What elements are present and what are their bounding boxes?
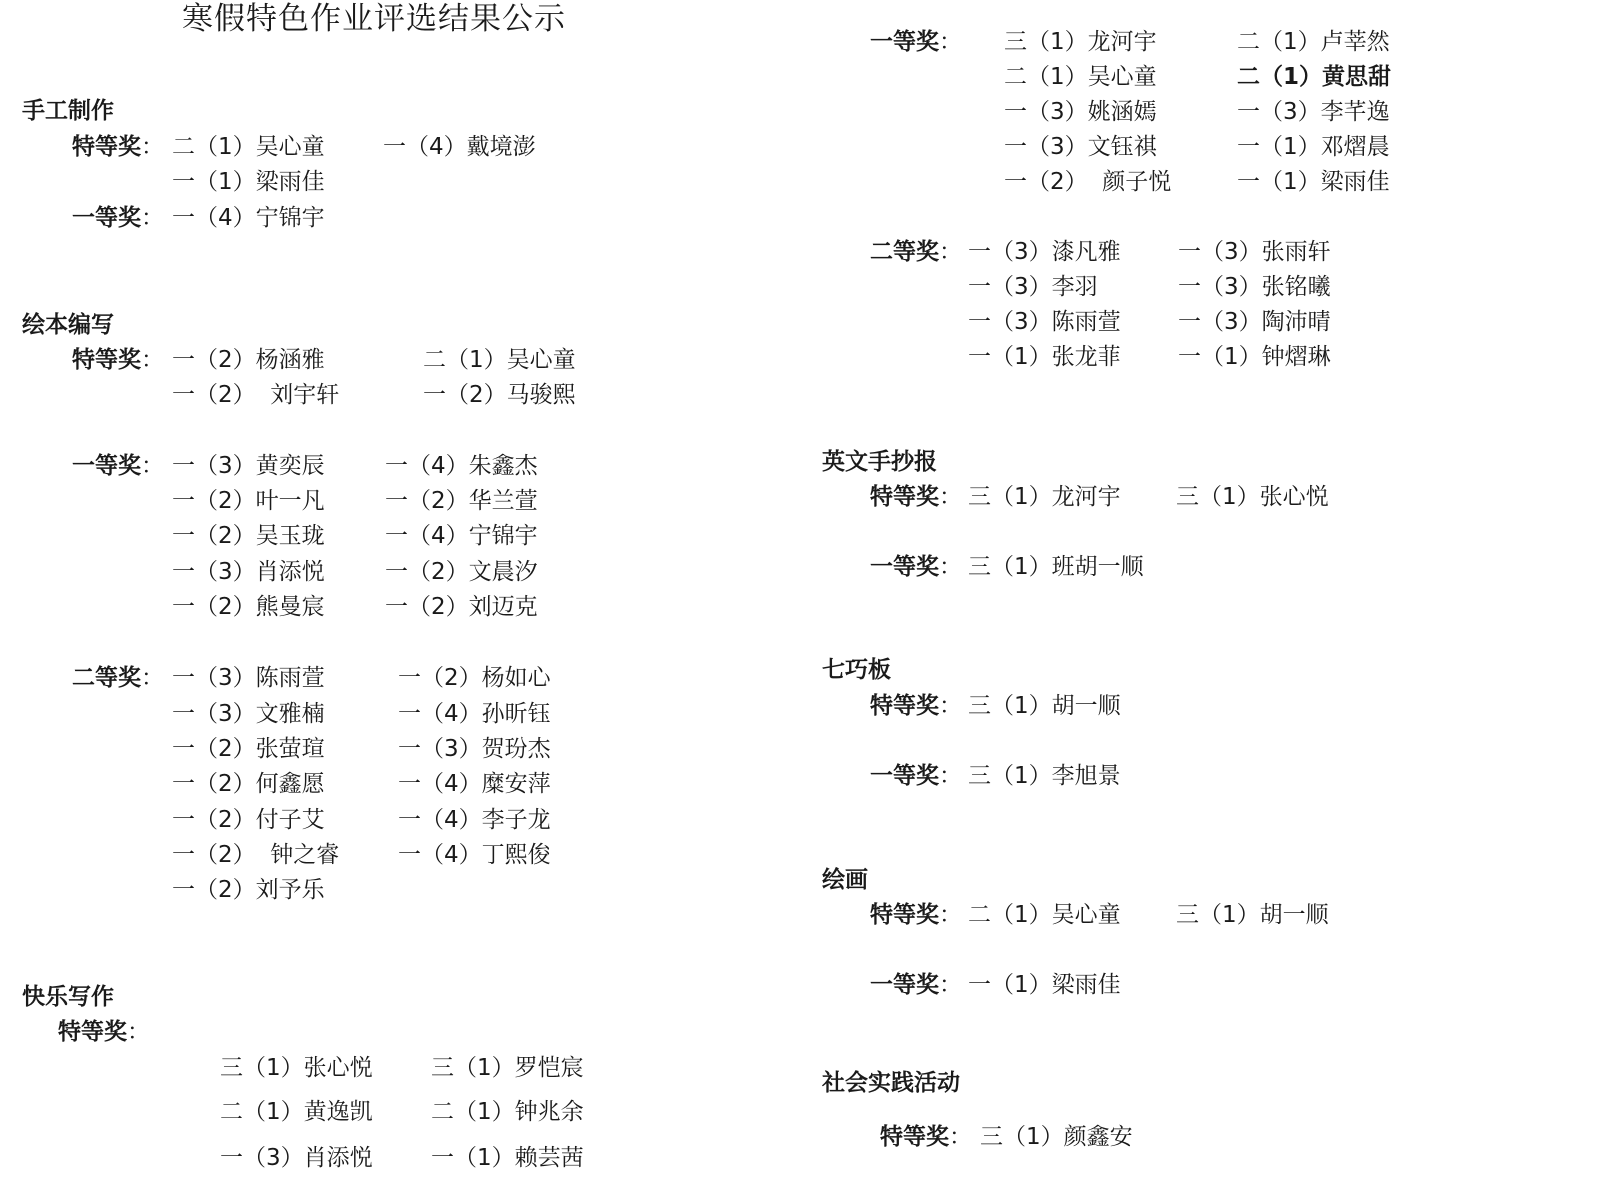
section-heading: 绘本编写: [22, 312, 114, 338]
winner-entry: 三（1）龙河宇: [1004, 29, 1157, 55]
award-colon: ：: [141, 347, 164, 373]
award-colon: ：: [939, 29, 962, 55]
winner-entry: 一（1）赖芸茜: [431, 1145, 584, 1171]
winner-entry: 三（1）罗恺宸: [431, 1055, 584, 1081]
award-level-text: 特等奖: [870, 902, 939, 928]
award-colon: ：: [939, 554, 962, 580]
winner-entry: 三（1）颜鑫安: [980, 1124, 1133, 1150]
section-heading: 英文手抄报: [822, 449, 937, 475]
winner-entry: 一（3）肖添悦: [220, 1145, 373, 1171]
winner-entry: 一（2）华兰萱: [385, 488, 538, 514]
winner-entry: 一（3）贺玢杰: [398, 736, 551, 762]
award-level-label: [870, 241, 962, 264]
award-level-label: [72, 455, 164, 478]
award-colon: ：: [939, 763, 962, 789]
winner-entry: 一（2）何鑫愿: [172, 771, 325, 797]
winner-entry: 三（1）胡一顺: [1176, 902, 1329, 928]
award-level-text: 特等奖: [870, 484, 939, 510]
award-colon: ：: [939, 239, 962, 265]
page-title: 寒假特色作业评选结果公示: [182, 1, 566, 37]
section-heading: 七巧板: [822, 657, 891, 683]
award-level-label: [58, 1021, 150, 1044]
winner-entry: 一（3）肖添悦: [172, 559, 325, 585]
winner-entry: 一（2）张萤瑄: [172, 736, 325, 762]
winner-entry: 一（2）付子艾: [172, 807, 325, 833]
winner-entry: 一（3）黄奕辰: [172, 453, 325, 479]
winner-entry: 一（2）马骏熙: [423, 382, 576, 408]
section-heading: 快乐写作: [22, 984, 114, 1010]
section-heading: 绘画: [822, 867, 868, 893]
winner-entry: 一（3）漆凡雅: [968, 239, 1121, 265]
winner-entry: 一（3）姚涵嫣: [1004, 99, 1157, 125]
award-level-label: [72, 136, 164, 159]
award-level-text: 一等奖: [870, 554, 939, 580]
winner-entry: 一（3）李芊逸: [1237, 99, 1390, 125]
winner-entry: 一（2）熊曼宸: [172, 594, 325, 620]
award-level-label: [870, 904, 962, 927]
winner-entry: 二（1）钟兆余: [431, 1099, 584, 1125]
award-level-text: 一等奖: [870, 29, 939, 55]
winner-entry: 一（2）刘予乐: [172, 877, 325, 903]
winner-entry: 二（1）吴心童: [423, 347, 576, 373]
winner-entry: 一（4）宁锦宇: [385, 523, 538, 549]
award-colon: ：: [141, 134, 164, 160]
award-level-label: [870, 31, 962, 54]
section-heading: 手工制作: [22, 98, 114, 124]
award-level-label: [870, 556, 962, 579]
award-colon: ：: [939, 972, 962, 998]
award-level-label: [870, 974, 962, 997]
award-colon: ：: [939, 484, 962, 510]
winner-entry: 一（4）糜安萍: [398, 771, 551, 797]
award-level-label: [72, 667, 164, 690]
winner-entry: 一（3）文雅楠: [172, 701, 325, 727]
award-colon: ：: [127, 1019, 150, 1045]
winner-entry: 二（1）黄思甜: [1237, 64, 1392, 90]
winner-entry: 一（1）梁雨佳: [172, 169, 325, 195]
winner-entry: 一（2）刘迈克: [385, 594, 538, 620]
winner-entry: 三（1）班胡一顺: [968, 554, 1144, 580]
winner-entry: 一（3）张铭曦: [1178, 274, 1331, 300]
winner-entry: 二（1）吴心童: [1004, 64, 1157, 90]
award-level-text: 特等奖: [72, 134, 141, 160]
winner-entry: 一（2） 钟之睿: [172, 842, 340, 868]
winner-entry: 一（2）文晨汐: [385, 559, 538, 585]
winner-entry: 一（2）吴玉珑: [172, 523, 325, 549]
winner-entry: 一（1）梁雨佳: [968, 972, 1121, 998]
winner-entry: 一（3）陈雨萱: [172, 665, 325, 691]
award-level-text: 一等奖: [870, 972, 939, 998]
award-level-label: [870, 695, 962, 718]
winner-entry: 二（1）黄逸凯: [220, 1099, 373, 1125]
award-colon: ：: [939, 902, 962, 928]
winner-entry: 一（3）张雨轩: [1178, 239, 1331, 265]
award-level-label: [880, 1126, 972, 1149]
winner-entry: 一（2）叶一凡: [172, 488, 325, 514]
winner-entry: 一（4）孙昕钰: [398, 701, 551, 727]
award-colon: ：: [141, 665, 164, 691]
winner-entry: 三（1）李旭景: [968, 763, 1121, 789]
award-level-label: [870, 486, 962, 509]
award-level-label: [72, 207, 164, 230]
award-level-text: 二等奖: [870, 239, 939, 265]
winner-entry: 二（1）卢莘然: [1237, 29, 1390, 55]
award-level-text: 一等奖: [870, 763, 939, 789]
winner-entry: 一（2） 刘宇轩: [172, 382, 340, 408]
winner-entry: 一（1）钟熠琳: [1178, 344, 1331, 370]
award-colon: ：: [141, 205, 164, 231]
winner-entry: 一（4）戴境澎: [383, 134, 536, 160]
award-level-text: 一等奖: [72, 453, 141, 479]
winner-entry: 一（1）张龙菲: [968, 344, 1121, 370]
winner-entry: 一（4）宁锦宇: [172, 205, 325, 231]
winner-entry: 一（3）陈雨萱: [968, 309, 1121, 335]
winner-entry: 一（1）梁雨佳: [1237, 169, 1390, 195]
winner-entry: 一（2） 颜子悦: [1004, 169, 1172, 195]
winner-entry: 二（1）吴心童: [968, 902, 1121, 928]
winner-entry: 一（2）杨涵雅: [172, 347, 325, 373]
winner-entry: 一（1）邓熠晨: [1237, 134, 1390, 160]
award-level-text: 一等奖: [72, 205, 141, 231]
winner-entry: 一（4）丁熙俊: [398, 842, 551, 868]
winner-entry: 一（4）朱鑫杰: [385, 453, 538, 479]
award-colon: ：: [141, 453, 164, 479]
winner-entry: 三（1）张心悦: [220, 1055, 373, 1081]
winner-entry: 一（3）文钰祺: [1004, 134, 1157, 160]
award-level-text: 特等奖: [72, 347, 141, 373]
winner-entry: 三（1）张心悦: [1176, 484, 1329, 510]
winner-entry: 二（1）吴心童: [172, 134, 325, 160]
winner-entry: 三（1）胡一顺: [968, 693, 1121, 719]
winner-entry: 一（3）陶沛晴: [1178, 309, 1331, 335]
section-heading: 社会实践活动: [822, 1070, 960, 1096]
winner-entry: 一（4）李子龙: [398, 807, 551, 833]
award-colon: ：: [939, 693, 962, 719]
award-level-label: [870, 765, 962, 788]
winner-entry: 一（2）杨如心: [398, 665, 551, 691]
award-level-text: 特等奖: [870, 693, 939, 719]
winner-entry: 一（3）李羽: [968, 274, 1098, 300]
award-colon: ：: [949, 1124, 972, 1150]
award-level-label: [72, 349, 164, 372]
award-level-text: 特等奖: [880, 1124, 949, 1150]
award-level-text: 特等奖: [58, 1019, 127, 1045]
award-level-text: 二等奖: [72, 665, 141, 691]
winner-entry: 三（1）龙河宇: [968, 484, 1121, 510]
